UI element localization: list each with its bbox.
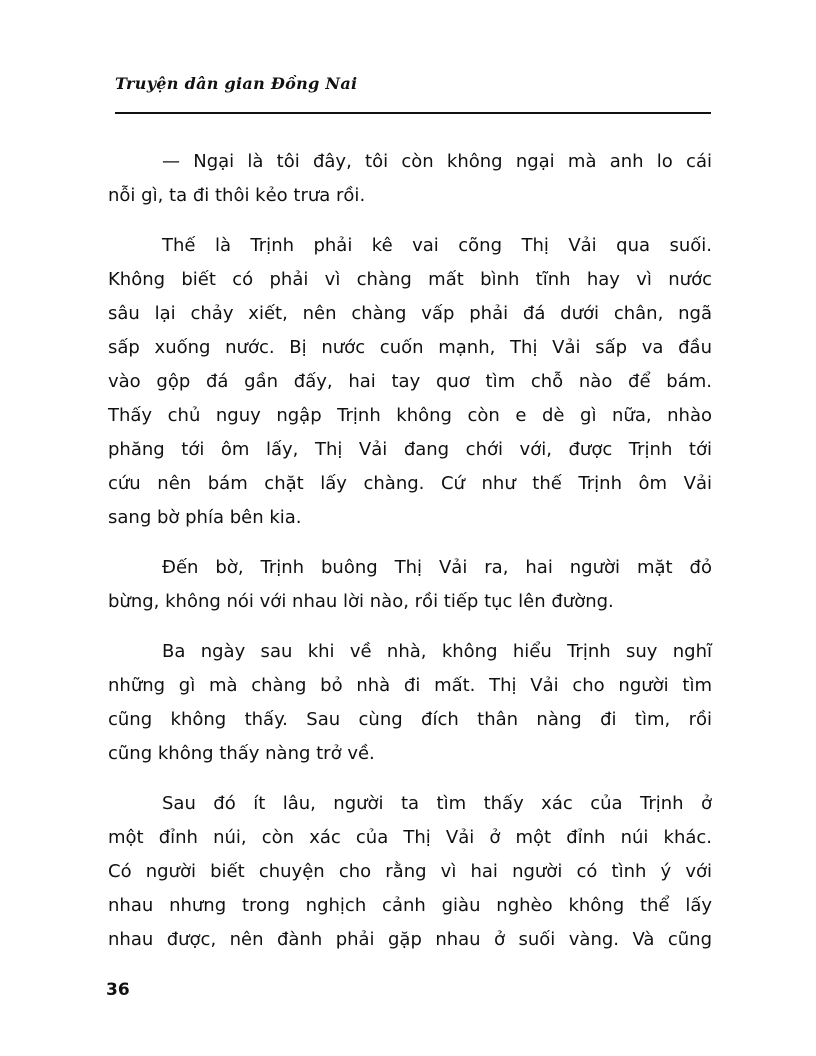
paragraph bbox=[108, 635, 712, 771]
paragraph-line: Sau đó ít lâu, người ta tìm thấy xác của Trịnh ở bbox=[162, 793, 712, 814]
paragraph-line: nỗi gì, ta đi thôi kẻo trưa rồi. bbox=[108, 185, 366, 206]
paragraph-line: cũng không thấy nàng trở về. bbox=[108, 743, 375, 764]
paragraph-line: phăng tới ôm lấy, Thị Vải đang chới với, được Trịnh tới bbox=[108, 439, 712, 460]
page-number: 36 bbox=[106, 980, 130, 1000]
paragraph-line: bừng, không nói với nhau lời nào, rồi tiếp tục lên đường. bbox=[108, 591, 614, 612]
paragraph-line: cứu nên bám chặt lấy chàng. Cứ như thế Trịnh ôm Vải bbox=[108, 473, 712, 494]
paragraph-line: Thế là Trịnh phải kê vai cõng Thị Vải qua suối. bbox=[162, 235, 712, 256]
paragraph-line: sang bờ phía bên kia. bbox=[108, 507, 302, 528]
paragraph-line: một đỉnh núi, còn xác của Thị Vải ở một đỉnh núi khác. bbox=[108, 827, 712, 848]
paragraph-line: Thấy chủ nguy ngập Trịnh không còn e dè gì nữa, nhào bbox=[108, 405, 712, 426]
paragraph-line: Ba ngày sau khi về nhà, không hiểu Trịnh suy nghĩ bbox=[162, 641, 712, 662]
paragraph-line: nhau nhưng trong nghịch cảnh giàu nghèo không thể lấy bbox=[108, 895, 712, 916]
paragraph-line: cũng không thấy. Sau cùng đích thân nàng đi tìm, rồi bbox=[108, 709, 712, 730]
paragraph-line: sâu lại chảy xiết, nên chàng vấp phải đá dưới chân, ngã bbox=[108, 303, 712, 324]
paragraph-line: vào gộp đá gần đấy, hai tay quơ tìm chỗ nào để bám. bbox=[108, 371, 712, 392]
paragraph-line: Đến bờ, Trịnh buông Thị Vải ra, hai người mặt đỏ bbox=[162, 557, 712, 578]
paragraph bbox=[108, 229, 712, 535]
paragraph-line: Không biết có phải vì chàng mất bình tĩnh hay vì nước bbox=[108, 269, 712, 290]
paragraph-line: sấp xuống nước. Bị nước cuốn mạnh, Thị Vải sấp va đầu bbox=[108, 337, 712, 358]
paragraph-line: những gì mà chàng bỏ nhà đi mất. Thị Vải cho người tìm bbox=[108, 675, 712, 696]
paragraph-line: — Ngại là tôi đây, tôi còn không ngại mà anh lo cái bbox=[162, 151, 712, 172]
paragraph bbox=[108, 145, 712, 213]
paragraph-line: nhau được, nên đành phải gặp nhau ở suối vàng. Và cũng bbox=[108, 929, 712, 950]
running-header bbox=[115, 70, 711, 114]
paragraph bbox=[108, 787, 712, 957]
paragraph bbox=[108, 551, 712, 619]
body-text bbox=[108, 145, 712, 957]
paragraph-line: Có người biết chuyện cho rằng vì hai người có tình ý với bbox=[108, 861, 712, 882]
running-header-title: Truyện dân gian Đồng Nai bbox=[115, 74, 358, 93]
